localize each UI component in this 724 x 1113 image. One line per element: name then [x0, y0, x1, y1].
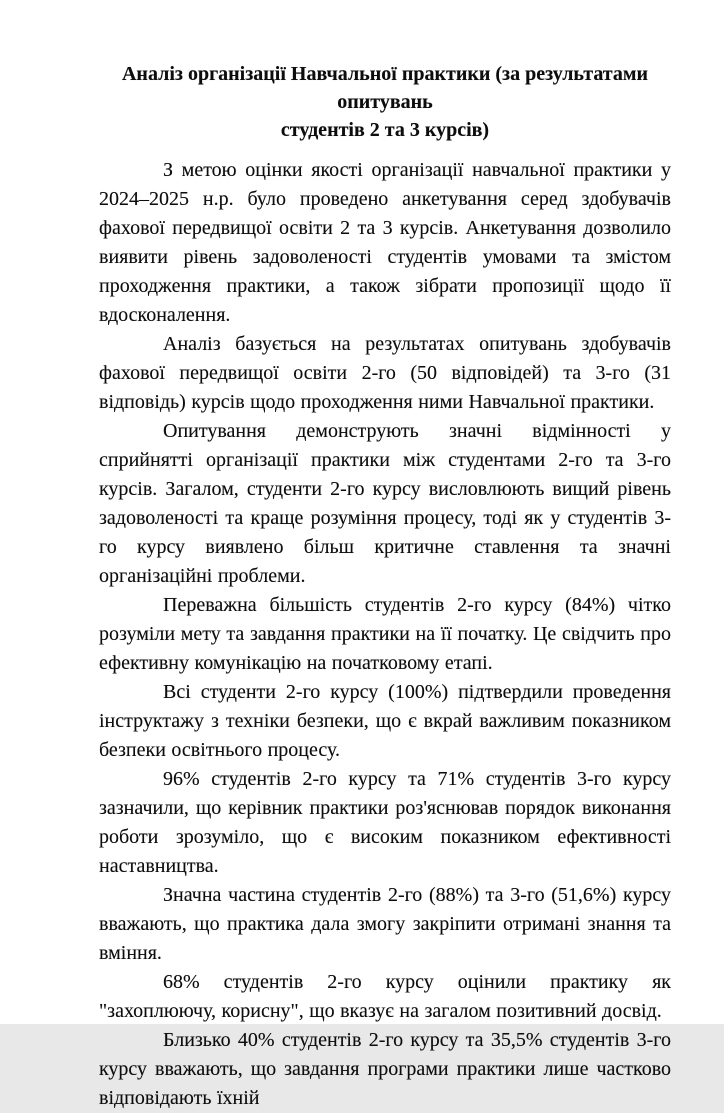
document-title-line-1: Аналіз організації Навчальної практики (за результатами опитувань — [121, 63, 649, 113]
paragraph-goal-understanding: Переважна більшість студентів 2-го курсу (84%) чітко розуміли мету та завдання практики на її початку. Це свідчить про ефективну комунікацію на початковому етапі. — [99, 594, 671, 674]
paragraph-practice-rating: 68% студентів 2-го курсу оцінили практику як "захоплюючу, корисну", що вказує на загалом позитивний досвід. — [99, 971, 671, 1022]
paragraph-supervisor-clarity: 96% студентів 2-го курсу та 71% студентів 3-го курсу зазначили, що керівник практики роз'яснював порядок виконання роботи зрозуміло, що є високим показником ефективності наставництва. — [99, 768, 671, 877]
paragraph-survey-differences: Опитування демонструють значні відмінності у сприйнятті організації практики між студентами 2-го та 3-го курсів. Загалом, студенти 2-го курсу висловлюють вищий рівень задоволеності та краще розуміння процесу, тоді як у студентів 3-го курсу виявлено більш критичне ставлення та значні організаційні проблеми. — [99, 420, 671, 587]
paragraph-intro-purpose: З метою оцінки якості організації навчальної практики у 2024–2025 н.р. було проведено анкетування серед здобувачів фахової передвищої освіти 2 та 3 курсів. Анкетування дозволило виявити рівень задоволеності студентів умовами та змістом проходження практики, а також зібрати пропозиції щодо її вдосконалення. — [99, 159, 671, 326]
document-title — [99, 60, 671, 144]
paragraph-analysis-basis: Аналіз базується на результатах опитувань здобувачів фахової передвищої освіти 2-го (50 відповідей) та 3-го (31 відповідь) курсів щодо проходження ними Навчальної практики. — [99, 333, 671, 413]
paragraph-safety-briefing: Всі студенти 2-го курсу (100%) підтвердили проведення інструктажу з техніки безпеки, що є вкрай важливим показником безпеки освітнього процесу. — [99, 681, 671, 761]
paragraph-knowledge-consolidation: Значна частина студентів 2-го (88%) та 3-го (51,6%) курсу вважають, що практика дала змогу закріпити отримані знання та вміння. — [99, 884, 671, 964]
document-content — [99, 60, 671, 1113]
paragraph-program-relevance: Близько 40% студентів 2-го курсу та 35,5% студентів 3-го курсу вважають, що завдання програми практики лише частково відповідають їхній — [99, 1029, 671, 1109]
document-title-line-2: студентів 2 та 3 курсів) — [280, 119, 490, 141]
